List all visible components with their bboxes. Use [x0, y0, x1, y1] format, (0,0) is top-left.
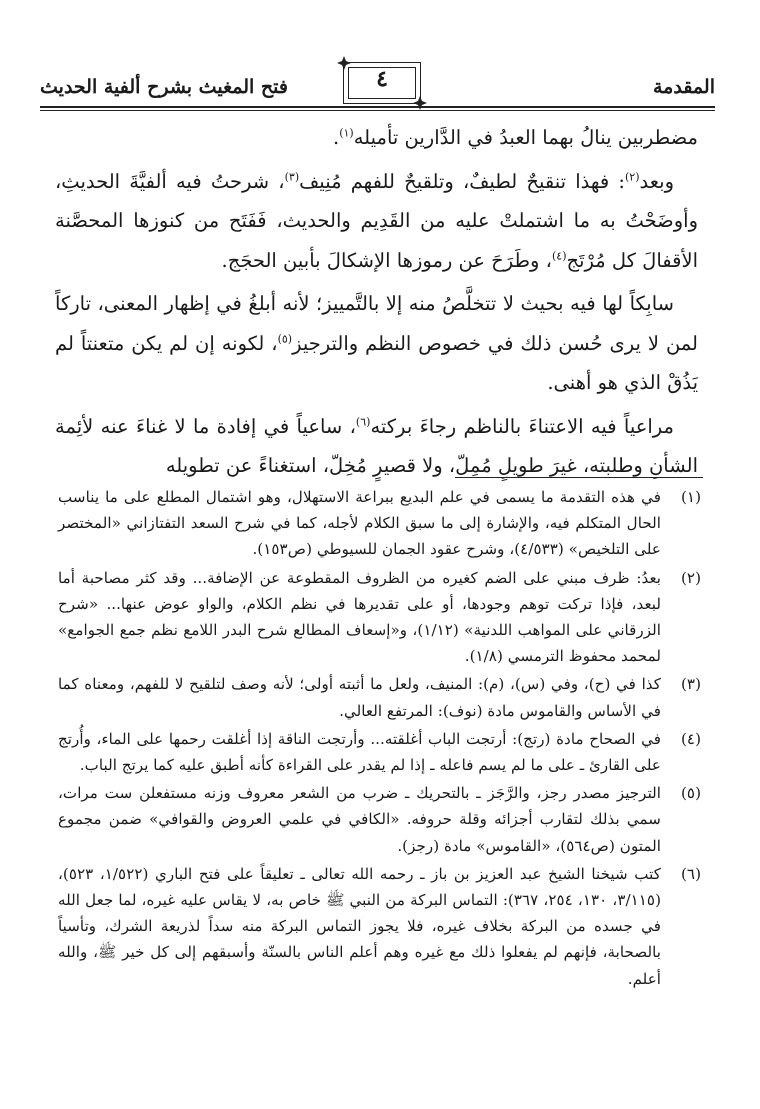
footnote-ref[interactable]: (٦) [355, 415, 371, 428]
footnote-text: في الصحاح مادة (رتج): أرتجت الباب أغلقته... وأرتجت الناقة إذا أغلقت رحمها على الماء، وأُرتج على القارئ ـ على ما لم يسم فاعله ـ إذا لم يقدر على القراءة كأنه أطبق عليه كما يرتج الباب. [58, 729, 661, 775]
footnote-ref[interactable]: (٢) [624, 170, 640, 183]
footnote-number: (٦) [680, 864, 701, 883]
footnote-ref[interactable]: (١) [339, 126, 354, 140]
main-text [55, 118, 698, 490]
footnote-number: (٥) [680, 784, 701, 803]
footnote-item [58, 484, 701, 563]
footnote-item [58, 726, 701, 778]
footnote-item [58, 671, 701, 723]
footnotes [58, 484, 701, 994]
paragraph: مضطربين ينالُ بهما العبدُ في الدَّارين تأميله$^{(١)}$. [333, 126, 698, 149]
footnote-text: كتب شيخنا الشيخ عبد العزيز بن باز ـ رحمه الله تعالى ـ تعليقاً على فتح الباري (١/٥٢٢، ٥٢٣)، (٣/١١٥، ١٣٠، ٢٥٤، ٣٦٧): التماس البركة من النبي ﷺ خاص به، لا يقاس عليه غيره، لما جعل الله في جسده من البركة بخلاف غيره، فلا يجوز التماس البركة منه سداً لذريعة الشرك، وتأسياً بالصحابة، فإنهم لم يفعلوا ذلك مع غيره وهم أعلم الناس بالسنّة وأسبقهم إلى كل خير ﷺ، والله أعلم. [58, 864, 661, 988]
page-number: ٤ [376, 66, 388, 92]
footnote-number: (٢) [680, 568, 701, 587]
footnote-text: في هذه التقدمة ما يسمى في علم البديع ببراعة الاستهلال، وهو اشتمال المطلع على ما يناسب الحال المتكلم فيه، والإشارة إلى ما سبق الكلام لأجله، كما في شرح السعد التفتازاني «المختصر على التلخيص» (٤/٥٣٣)، وشرح عقود الجمان للسيوطي (ص١٥٣). [58, 488, 661, 559]
footnote-item [58, 565, 701, 670]
page-header [40, 62, 715, 112]
footnote-text: بعدُ: ظرف مبني على الضم كغيره من الظروف المقطوعة عن الإضافة... وقد كثر مصاحبة أما لبعد، فإذا تركت توهم وجودها، أو على تقديرها في نظم الكلام، والواو عوض عنها... «شرح الزرقاني على المواهب اللدنية» (١/١٢)، و«إسعاف المطالع شرح البدر اللامع نظم جمع الجوامع» لمحمد محفوظ الترمسي (١/٨). [58, 568, 661, 666]
paragraph: سابِكاً لها فيه بحيث لا تتخلَّصُ منه إلا بالتَّمييز؛ لأنه أبلغُ في إظهار المعنى، تاركاً لمن لا يرى حُسن ذلك في خصوص النظم والترجيز$^{(٥)}$، لكونه إن لم يكن متعنتاً لم يَذُقْ الذي هو أهنى. [55, 292, 698, 394]
footnote-ref[interactable]: (٥) [277, 332, 293, 345]
footnote-text: كذا في (ح)، وفي (س)، (م): المنيف، ولعل ما أثبته أولى؛ لأنه وصف لتلقيح لا للفهم، ومعناه كما في الأساس والقاموس مادة (نوف): المرتفع العالي. [58, 675, 661, 720]
footnote-number: (٤) [680, 729, 701, 748]
footnote-item [58, 780, 701, 859]
paragraph: مراعياً فيه الاعتناءَ بالناظم رجاءَ بركته$^{(٦)}$، ساعياً في إفادة ما لا غناءَ عنه لأئِمة الشأنِ وطلبته، غيرَ طويلٍ مُمِلّ، ولا قصيرٍ مُخِلّ، استغناءً عن تطويله [55, 414, 698, 477]
paragraph: وبعد$^{(٢)}$: فهذا تنقيحٌ لطيفٌ، وتلقيحٌ للفهم مُنِيف$^{(٣)}$، شرحتُ فيه ألفيَّةَ الحديثِ، وأوضَحْتُ به ما اشتملتْ عليه من القَدِيم والحديث، فَفَتَح من كنوزها المحصَّنة الأقفالَ كل مُرْتَج$^{(٤)}$، وطَرَحَ عن رموزها الإشكالَ بأبين الحجَج. [55, 169, 698, 272]
section-title: المقدمة [652, 76, 715, 98]
footnote-number: (١) [680, 488, 701, 506]
footnote-ref[interactable]: (٣) [284, 170, 300, 183]
book-title: فتح المغيث بشرح ألفية الحديث [40, 76, 288, 98]
footnote-ref[interactable]: (٤) [551, 249, 567, 262]
header-rule [40, 106, 715, 108]
footnote-item [58, 861, 701, 992]
footnote-separator [455, 477, 703, 478]
header-rule-thin [40, 110, 715, 111]
footnote-text: الترجيز مصدر رجز، والرَّجَز ـ بالتحريك ـ ضرب من الشعر معروف وزنه مستفعلن ست مرات، سمي بذلك لتقارب أجزائه وقلة حروفه. «الكافي في علمي العروض والقوافي» ضمن مجموع المتون (ص٥٦٤)، «القاموس» مادة (رجز). [58, 784, 661, 855]
footnote-number: (٣) [680, 675, 701, 694]
page-number-box [343, 62, 421, 104]
